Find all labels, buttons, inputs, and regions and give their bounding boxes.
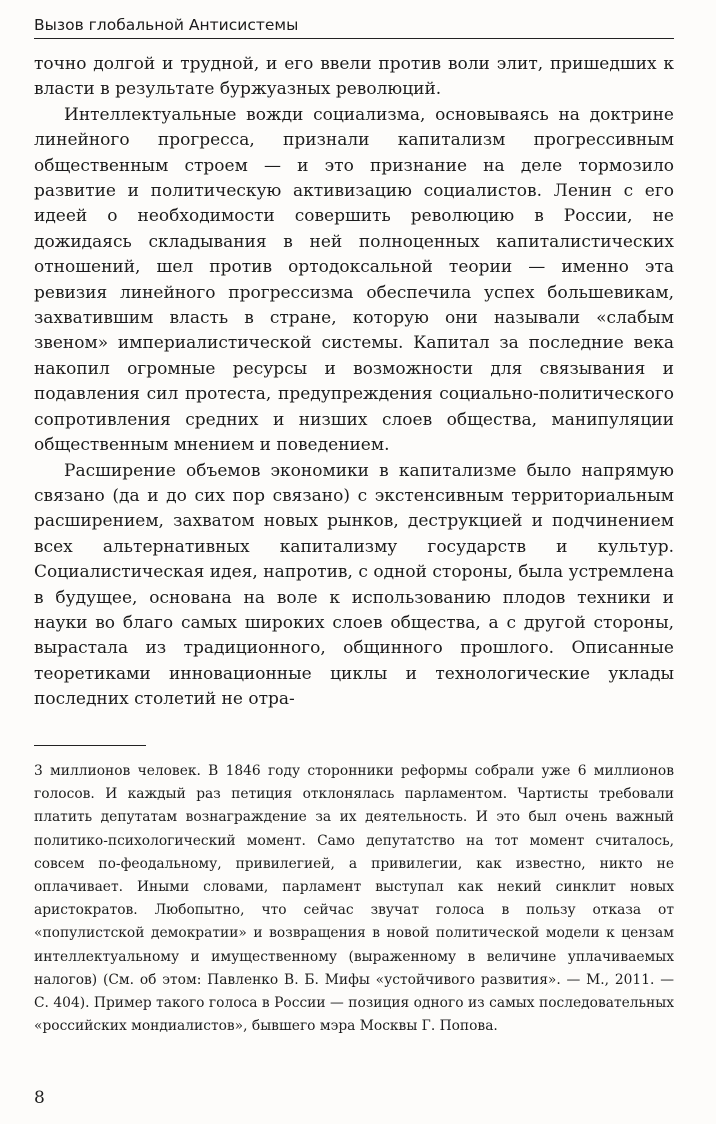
paragraph: Интеллектуальные вожди социализма, основываясь на доктрине линейного прогресса, признали капитализм прогрессивным общественным строем — и это признание на деле тормозило развитие и политическую активизацию социалистов. Ленин с его идеей о необходимости совершить революцию в России, не дожидаясь складывания в ней полноценных капиталистических отношений, шел против ортодоксальной теории — именно эта ревизия линейного прогрессизма обеспечила успех большевикам, захватившим власть в стране, которую они называли «слабым звеном» империалистической системы. Капитал за последние века накопил огромные ресурсы и возможности для связывания и подавления сил протеста, предупреждения социально-политического сопротивления средних и низших слоев общества, манипуляции общественным мнением и поведением.: [34, 104, 674, 456]
footnote-text: 3 миллионов человек. В 1846 году сторонники реформы собрали уже 6 миллионов голосов. И каждый раз петиция отклонялась парламентом. Чартисты требовали платить депутатам вознаграждение за их деятельность. И это был очень важный политико-психологический момент. Само депутатство на тот момент считалось, совсем по-феодальному, привилегией, а привилегии, как известно, никто не оплачивает. Иными словами, парламент выступал как некий синклит новых аристократов. Любопытно, что сейчас звучат голоса в пользу отказа от «популистской демократии» и возвращения в новой политической модели к цензам интеллектуальному и имущественному (выраженному в величине уплачиваемых налогов) (См. об этом: Павленко В. Б. Мифы «устойчивого развития». — М., 2011. — С. 404). Пример такого голоса в России — позиция одного из самых последовательных «российских мондиалистов», бывшего мэра Москвы Г. Попова.: [34, 763, 674, 1035]
page-number: 8: [34, 1088, 45, 1108]
paragraph-continuation: точно долгой и трудной, и его ввели против воли элит, пришедших к власти в результате буржуазных революций.: [34, 54, 674, 100]
footnote-separator: [34, 745, 146, 746]
running-header: Вызов глобальной Антисистемы: [34, 16, 674, 39]
main-text: [34, 52, 674, 713]
paragraph: Расширение объемов экономики в капитализме было напрямую связано (да и до сих пор связано) с экстенсивным территориальным расширением, захватом новых рынков, деструкцией и подчинением всех альтернативных капитализму государств и культур. Социалистическая идея, напротив, с одной стороны, была устремлена в будущее, основана на воле к использованию плодов техники и науки во благо самых широких слоев общества, а с другой стороны, вырастала из традиционного, общинного прошлого. Описанные теоретиками инновационные циклы и технологические уклады последних столетий не отра-: [34, 460, 674, 710]
